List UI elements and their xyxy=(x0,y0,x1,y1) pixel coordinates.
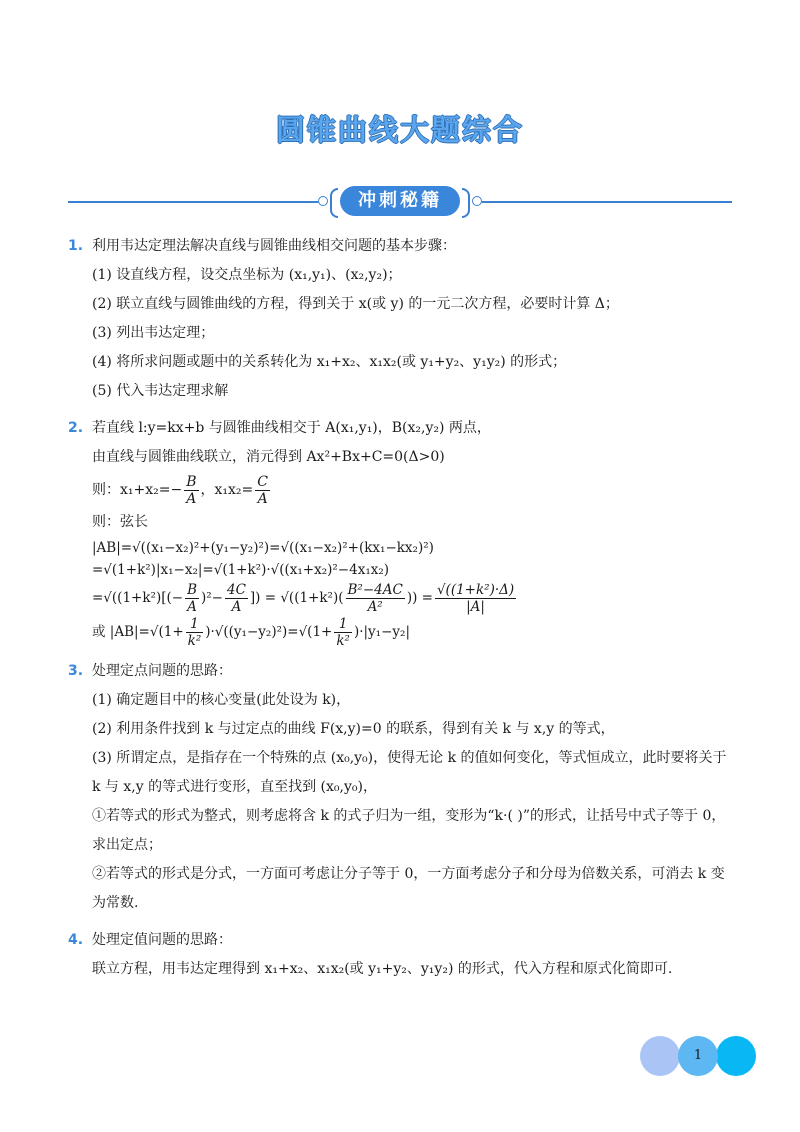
text-line: ②若等式的形式是分式，一方面可考虑让分子等于 0，一方面考虑分子和分母为倍数关系，可消去 k 变 xyxy=(92,866,725,882)
step-line: (5) 代入韦达定理求解 xyxy=(92,383,229,399)
text-line: k 与 x,y 的等式进行变形，直至找到 (x₀,y₀)， xyxy=(92,779,377,795)
section-lead: 利用韦达定理法解决直线与圆锥曲线相交问题的基本步骤： xyxy=(92,238,456,254)
badge-circle xyxy=(640,1036,680,1076)
text-line: ①若等式的形式为整式，则考虑将含 k 的式子归为一组，变形为“k·( )”的形式，让括号中式子等于 0， xyxy=(92,808,726,824)
section-3 xyxy=(68,657,740,918)
text-line: (2) 利用条件找到 k 与过定点的曲线 F(x,y)=0 的联系，得到有关 k 与 x,y 的等式， xyxy=(92,721,615,737)
section-lead: 处理定值问题的思路： xyxy=(92,932,232,948)
banner-bracket-left xyxy=(330,188,338,218)
main-content xyxy=(68,232,740,992)
section-number: 3. xyxy=(68,663,84,679)
formula-text: )²− xyxy=(200,590,223,606)
vieta-line xyxy=(68,472,740,508)
numerator: 4C xyxy=(226,582,246,598)
numerator: C xyxy=(257,473,268,490)
denominator: A xyxy=(257,490,268,507)
section-2 xyxy=(68,414,740,649)
formula-line: |AB|=√((x₁−x₂)²+(y₁−y₂)²)=√((x₁−x₂)²+(kx₁−kx₂)²) xyxy=(92,540,434,556)
denominator: A² xyxy=(367,599,383,615)
banner-line-left xyxy=(68,201,318,203)
banner-bracket-right xyxy=(462,188,470,218)
denominator: A xyxy=(187,599,197,615)
fraction xyxy=(225,582,248,615)
formula-text: )) = xyxy=(406,590,433,606)
page-number: 1 xyxy=(693,1048,703,1063)
denominator: A xyxy=(186,490,197,507)
section-banner xyxy=(68,186,732,218)
fraction xyxy=(186,616,204,649)
fraction xyxy=(346,582,405,615)
banner-label: 冲刺秘籍 xyxy=(340,186,460,216)
formula-line: =√(1+k²)|x₁−x₂|=√(1+k²)·√((x₁+x₂)²−4x₁x₂) xyxy=(92,562,390,578)
numerator: B xyxy=(186,473,197,490)
formula-text: ]) = √((1+k²)( xyxy=(249,590,344,606)
step-line: (3) 列出韦达定理； xyxy=(92,325,215,341)
denominator: |A| xyxy=(466,599,485,615)
banner-dot-right xyxy=(472,196,482,206)
denominator: k² xyxy=(187,633,202,649)
formula-text: )·√((y₁−y₂)²)=√(1+ xyxy=(205,624,333,640)
vieta-text: 则：x₁+x₂=− xyxy=(92,482,183,498)
formula-line xyxy=(68,615,740,649)
fraction xyxy=(255,474,270,507)
numerator: B xyxy=(187,582,197,598)
text-line: 则：弦长 xyxy=(92,514,148,530)
denominator: k² xyxy=(336,633,350,649)
numerator: B²−4AC xyxy=(347,582,403,598)
section-number: 4. xyxy=(68,932,84,948)
page-title: 圆锥曲线大题综合 xyxy=(275,113,524,147)
step-line: (4) 将所求问题或题中的关系转化为 x₁+x₂、x₁x₂(或 y₁+y₂、y₁y₂) 的形式； xyxy=(92,354,567,370)
fraction xyxy=(185,582,199,615)
formula-line xyxy=(68,581,740,615)
fraction xyxy=(334,616,352,649)
formula-text: =√((1+k²)[(− xyxy=(92,590,184,606)
text-line: 由直线与圆锥曲线联立，消元得到 Ax²+Bx+C=0(Δ>0) xyxy=(92,449,445,465)
formula-text: )·|y₁−y₂| xyxy=(353,624,410,640)
banner-line-right xyxy=(482,201,732,203)
fraction xyxy=(184,474,198,507)
numerator: √((1+k²)·Δ) xyxy=(436,582,515,598)
page-number-badge xyxy=(640,1036,760,1076)
formula-text: 或 |AB|=√(1+ xyxy=(92,624,184,640)
denominator: A xyxy=(231,599,242,615)
section-1 xyxy=(68,232,740,406)
text-line: 求出定点； xyxy=(92,837,162,853)
step-line: (2) 联立直线与圆锥曲线的方程，得到关于 x(或 y) 的一元二次方程，必要时计算 Δ； xyxy=(92,296,619,312)
text-line: 若直线 l:y=kx+b 与圆锥曲线相交于 A(x₁,y₁)，B(x₂,y₂) 两点， xyxy=(92,420,491,436)
banner-dot-left xyxy=(318,196,328,206)
section-number: 1. xyxy=(68,238,84,254)
fraction xyxy=(435,582,516,615)
text-line: 为常数. xyxy=(92,895,139,911)
section-number: 2. xyxy=(68,420,84,436)
text-line: (3) 所谓定点，是指存在一个特殊的点 (x₀,y₀)，使得无论 k 的值如何变化，等式恒成立，此时要将关于 xyxy=(92,750,727,766)
text-line: (1) 确定题目中的核心变量(此处设为 k)， xyxy=(92,692,351,708)
section-lead: 处理定点问题的思路： xyxy=(92,663,232,679)
text-line: 联立方程，用韦达定理得到 x₁+x₂、x₁x₂(或 y₁+y₂、y₁y₂) 的形式，代入方程和原式化简即可. xyxy=(92,961,673,977)
section-4 xyxy=(68,926,740,984)
numerator: 1 xyxy=(334,616,352,633)
vieta-text: ，x₁x₂= xyxy=(200,482,254,498)
badge-circle xyxy=(716,1036,756,1076)
step-line: (1) 设直线方程，设交点坐标为 (x₁,y₁)、(x₂,y₂)； xyxy=(92,267,402,283)
numerator: 1 xyxy=(186,616,204,633)
